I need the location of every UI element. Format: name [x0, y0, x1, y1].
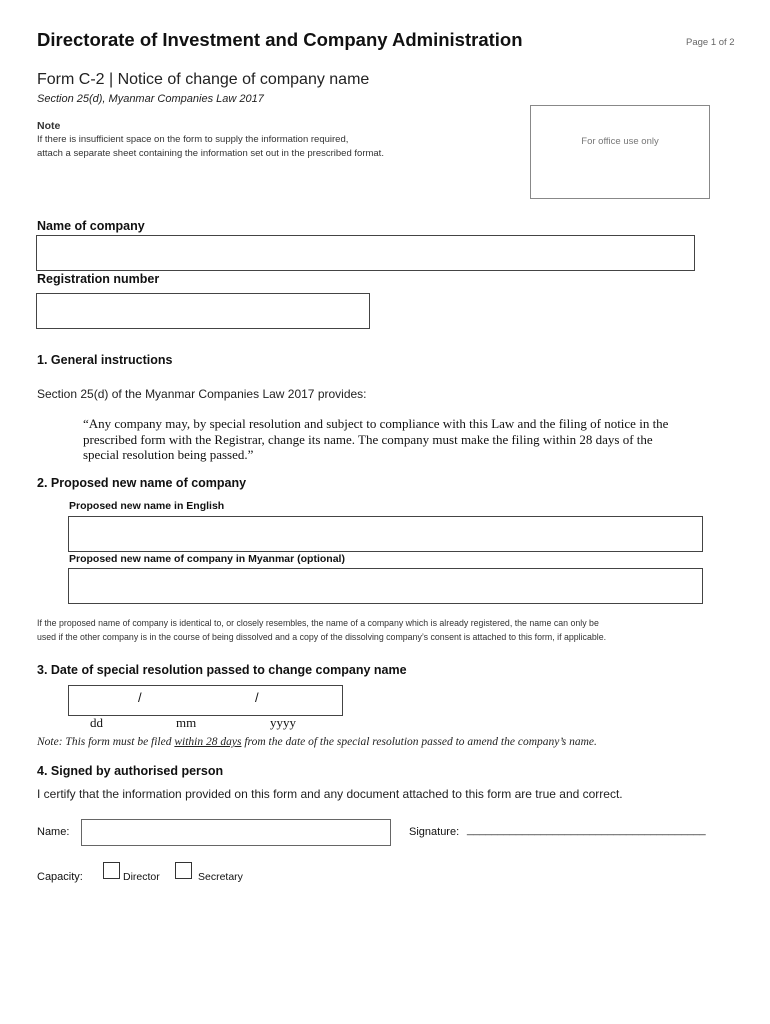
note-line-2: attach a separate sheet containing the information set out in the prescribed format.: [37, 148, 384, 159]
quote-line-1: “Any company may, by special resolution and subject to compliance with this Law and the filing of notice in the: [83, 416, 669, 431]
capacity-label: Capacity:: [37, 871, 83, 883]
registration-number-field[interactable]: [36, 293, 370, 329]
filing-note-text-before: Note: This form must be filed: [37, 736, 175, 748]
day-label: dd: [90, 715, 103, 730]
office-use-label: For office use only: [581, 136, 659, 147]
form-title: Form C-2 | Notice of change of company name: [37, 71, 370, 88]
signatory-name-label: Name:: [37, 826, 70, 838]
month-label: mm: [176, 715, 197, 730]
secretary-label: Secretary: [198, 871, 243, 883]
section-1-intro: Section 25(d) of the Myanmar Companies Law 2017 provides:: [37, 387, 367, 401]
signature-line[interactable]: _______________________________________: [467, 824, 706, 836]
office-use-box: [530, 105, 710, 199]
note-heading: Note: [37, 120, 61, 132]
quote-line-2: prescribed form with the Registrar, change its name. The company must make the filing within 28 days of the: [83, 432, 653, 447]
name-resemblance-note-line-1: If the proposed name of company is identical to, or closely resembles, the name of a company which is already registered, the name can only be: [37, 618, 599, 628]
filing-note-text-after: from the date of the special resolution passed to amend the company’s name.: [241, 736, 597, 748]
director-checkbox[interactable]: [103, 862, 120, 879]
myanmar-name-label: Proposed new name of company in Myanmar (optional): [69, 553, 345, 565]
quote-line-3: special resolution being passed.”: [83, 447, 254, 462]
myanmar-name-field[interactable]: [68, 568, 703, 604]
signatory-name-field[interactable]: [81, 819, 391, 846]
filing-note-deadline: within 28 days: [174, 736, 242, 748]
english-name-field[interactable]: [68, 516, 703, 552]
page-number: Page 1 of 2: [686, 37, 735, 48]
section-4-heading: 4. Signed by authorised person: [37, 764, 224, 778]
form-subtitle: Section 25(d), Myanmar Companies Law 2017: [37, 93, 264, 105]
date-separator-2: /: [255, 690, 259, 705]
section-3-heading: 3. Date of special resolution passed to change company name: [37, 663, 407, 677]
registration-number-label: Registration number: [37, 272, 160, 286]
signature-label: Signature:: [409, 826, 460, 838]
name-resemblance-note-line-2: used if the other company is in the course of being dissolved and a copy of the dissolving company’s consent is attached to this form, if applicable.: [37, 632, 607, 642]
note-line-1: If there is insufficient space on the form to supply the information required,: [37, 134, 349, 145]
secretary-checkbox[interactable]: [175, 862, 192, 879]
company-name-field[interactable]: [36, 235, 695, 271]
company-name-label: Name of company: [37, 219, 145, 233]
year-label: yyyy: [270, 715, 296, 730]
page-title: Directorate of Investment and Company Administration: [37, 29, 523, 50]
filing-deadline-note: [37, 736, 597, 748]
resolution-date-field[interactable]: [68, 685, 343, 716]
certification-statement: I certify that the information provided on this form and any document attached to this form are true and correct.: [37, 787, 623, 801]
english-name-label: Proposed new name in English: [69, 500, 225, 512]
section-2-heading: 2. Proposed new name of company: [37, 476, 247, 490]
section-1-heading: 1. General instructions: [37, 353, 173, 367]
director-label: Director: [123, 871, 160, 883]
date-separator-1: /: [138, 690, 142, 705]
